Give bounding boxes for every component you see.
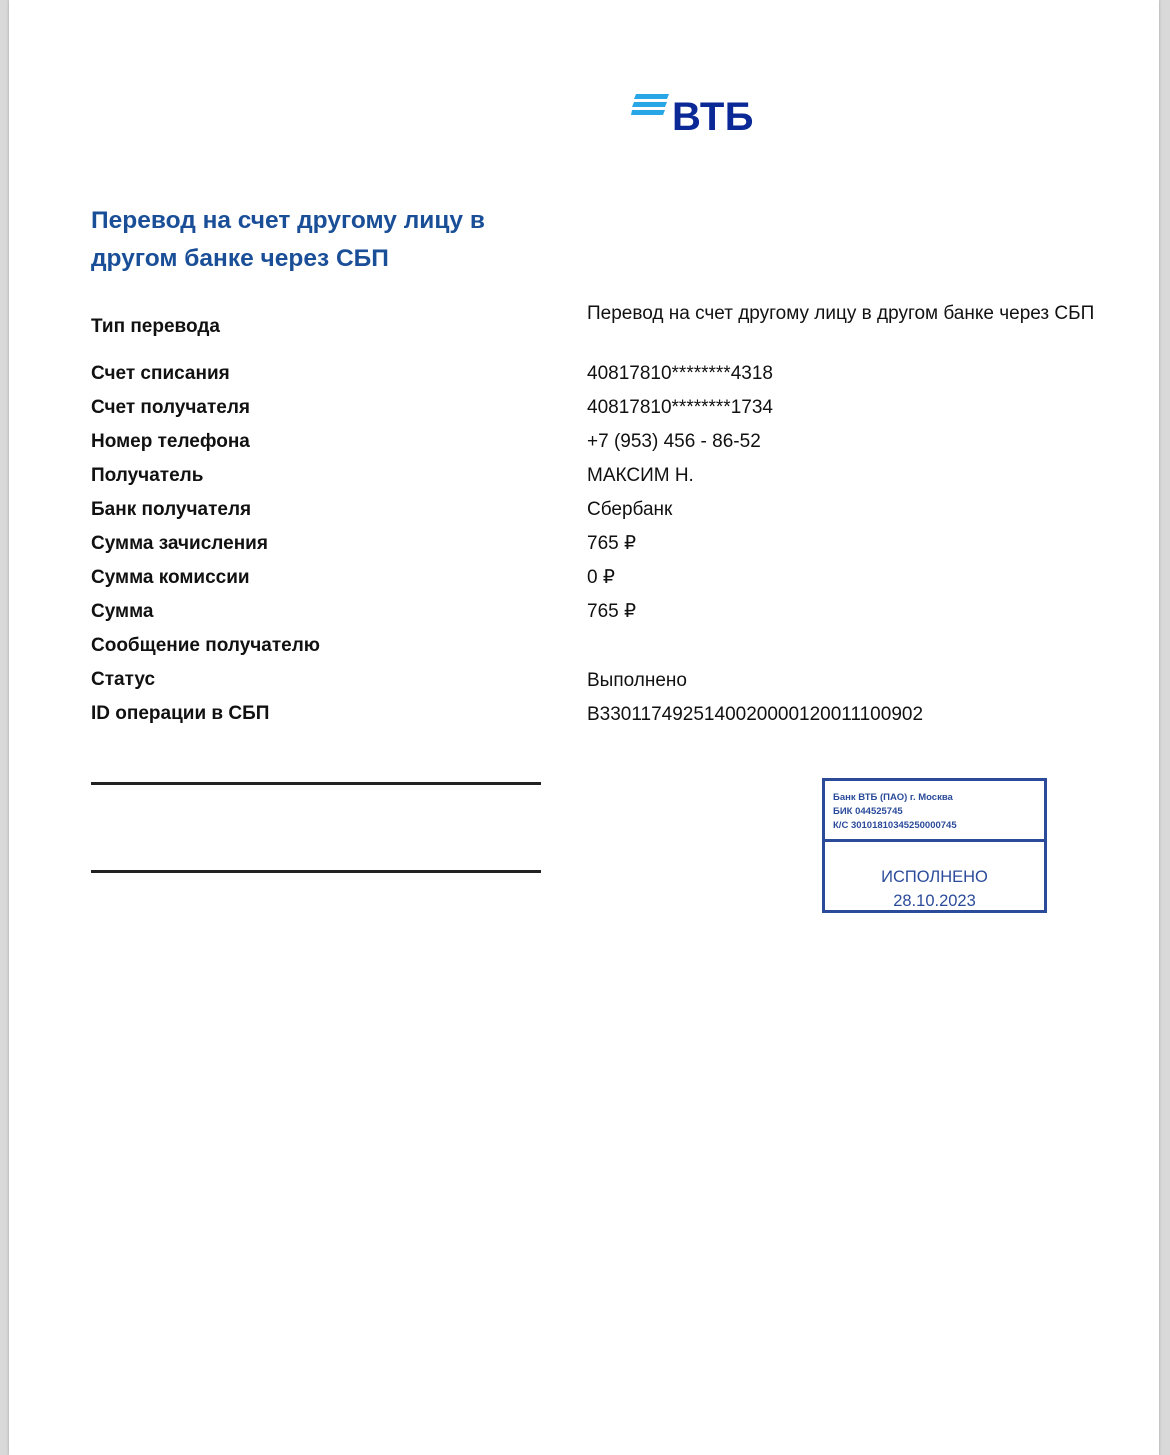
signature-line [91,870,541,873]
stamp-bik: БИК 044525745 [833,806,903,817]
detail-label: Сумма [91,601,154,622]
vtb-logo-stripes-icon [631,92,671,122]
detail-label: ID операции в СБП [91,703,270,724]
stamp-date: 28.10.2023 [893,892,976,910]
detail-label: Тип перевода [91,316,220,337]
detail-label: Сумма комиссии [91,567,250,588]
detail-value: +7 (953) 456 - 86-52 [587,431,761,452]
detail-value: 0 ₽ [587,567,615,588]
detail-value: Выполнено [587,670,687,691]
detail-value: МАКСИМ Н. [587,465,694,486]
stamp-status: ИСПОЛНЕНО [881,868,988,886]
stamp-correspondent-account: К/С 30101810345250000745 [833,820,957,831]
signature-line [91,782,541,785]
detail-label: Сумма зачисления [91,533,268,554]
detail-value: 40817810********1734 [587,397,773,418]
vtb-logo [631,92,771,142]
detail-label: Сообщение получателю [91,635,321,656]
stamp-bank-name: Банк ВТБ (ПАО) г. Москва [833,792,953,803]
vtb-logo-text: ВТБ [672,95,755,139]
detail-value: 40817810********4318 [587,363,773,384]
detail-value: Перевод на счет другому лицу в другом банке через СБП [587,303,1095,324]
detail-value: 765 ₽ [587,533,637,554]
detail-value: 765 ₽ [587,601,637,622]
detail-label: Статус [91,669,156,690]
detail-label: Банк получателя [91,499,252,520]
detail-label: Номер телефона [91,431,250,452]
detail-label: Счет получателя [91,397,251,418]
detail-value: B3301174925140020000120011100902 [587,704,924,725]
document-title: Перевод на счет другому лицу в другом банке через СБП [91,207,485,272]
document-page [9,0,1159,1455]
stamp-status-block [825,845,1044,910]
stamp-bank-details [825,781,1044,842]
detail-value: Сбербанк [587,499,673,520]
bank-stamp [822,778,1047,913]
detail-row-transfer-type [91,300,1121,352]
detail-label: Счет списания [91,363,230,384]
detail-label: Получатель [91,465,204,486]
